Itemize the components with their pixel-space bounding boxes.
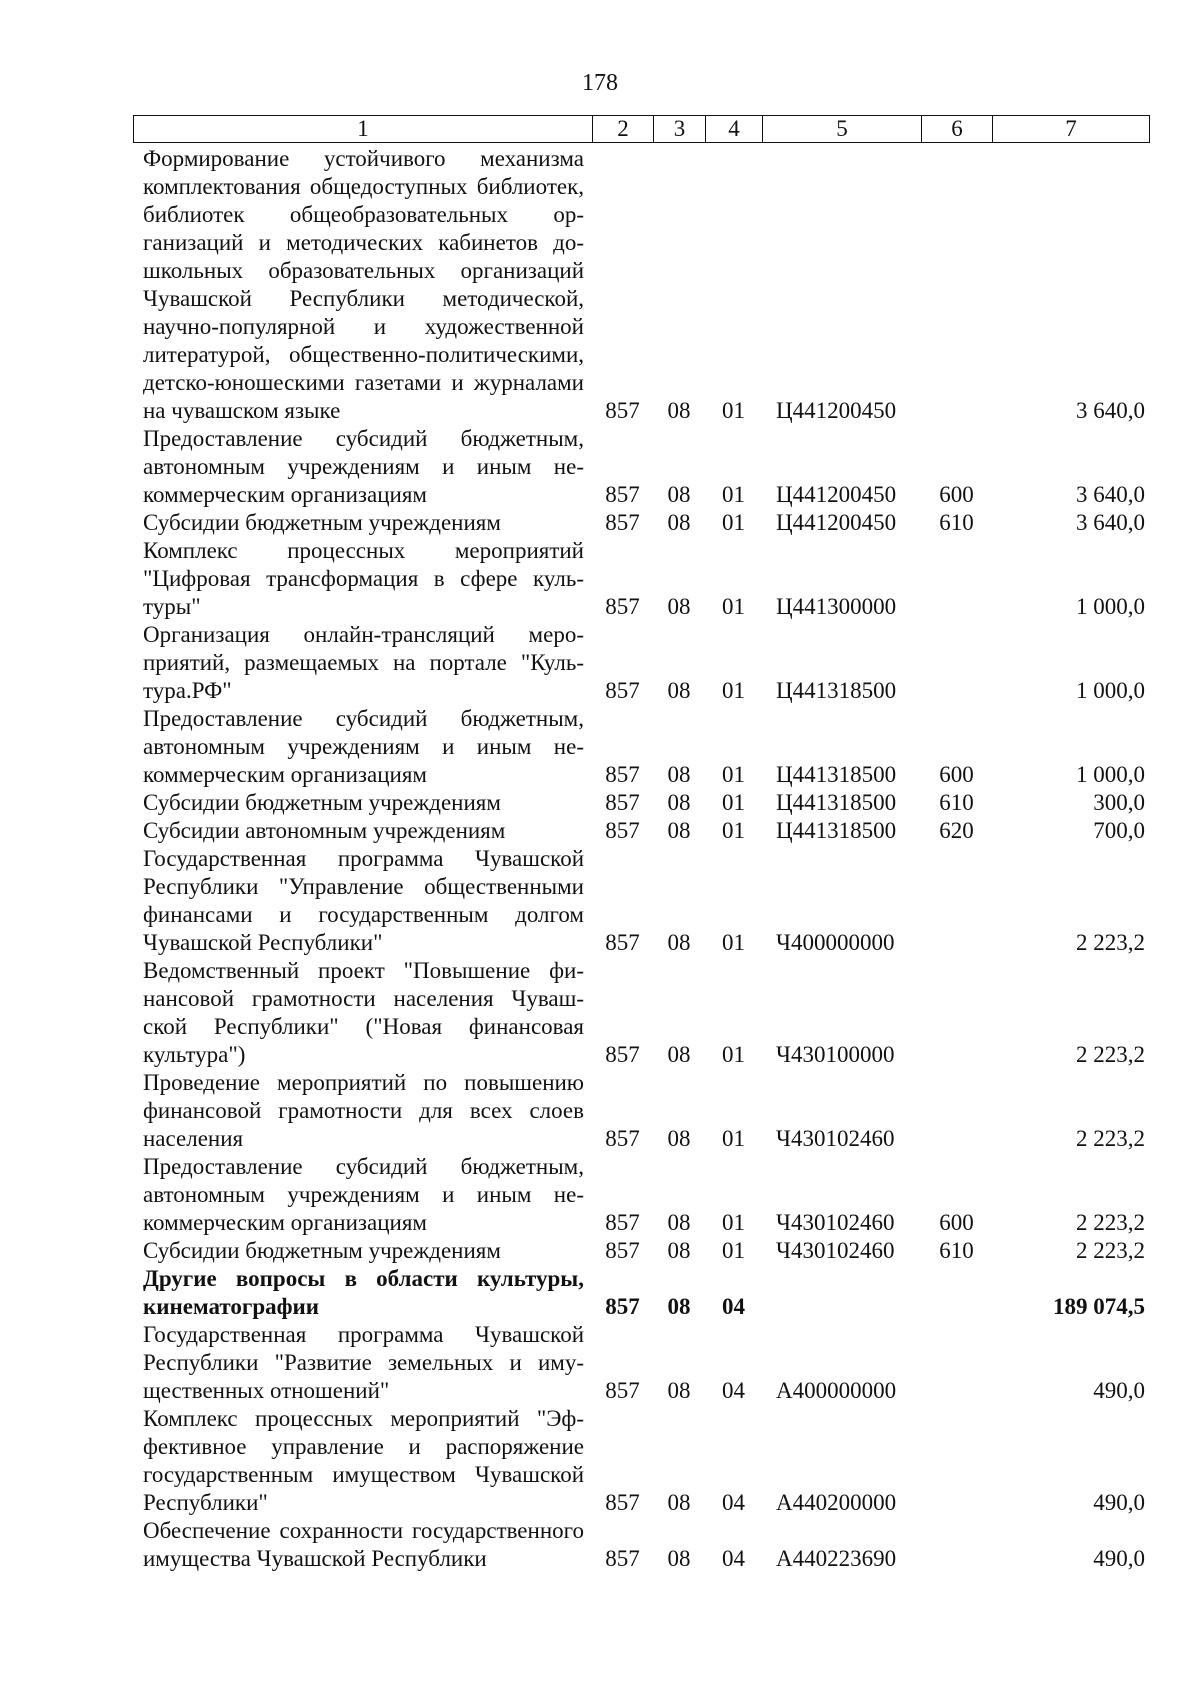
row-subsection-code: 04 — [722, 1378, 745, 1403]
row-subsection-code: 01 — [722, 1210, 745, 1235]
row-name: Предоставление субсидий бюджетным, автономным учреждениям и иным некоммерческим организациям — [143, 426, 584, 507]
row-subsection-code: 01 — [722, 678, 745, 703]
row-expense-type — [921, 957, 992, 1069]
row-name: Государственная программа Чувашской Республики "Развитие земельных и имущественных отношений" — [143, 1322, 584, 1403]
table-row — [133, 1517, 1149, 1573]
row-ministry-code: 857 — [605, 930, 640, 955]
row-expense-type — [921, 621, 992, 705]
row-target-article: Ц441200450 — [776, 510, 897, 535]
row-name: Предоставление субсидий бюджетным, автономным учреждениям и иным некоммерческим организациям — [143, 706, 584, 787]
row-target-article: Ц441318500 — [776, 790, 897, 815]
row-amount: 2 223,2 — [1076, 1238, 1145, 1263]
row-section-code: 08 — [667, 790, 691, 815]
row-target-article: Ч430102460 — [776, 1238, 895, 1263]
row-section-code: 08 — [667, 1490, 691, 1515]
row-ministry-code: 857 — [605, 818, 640, 843]
row-expense-type — [921, 1321, 992, 1405]
row-target-article: Ч430102460 — [776, 1126, 895, 1151]
row-amount: 2 223,2 — [1076, 1042, 1145, 1067]
row-section-code: 08 — [667, 1126, 691, 1151]
table-row — [133, 1237, 1149, 1265]
row-name: Комплекс процессных мероприятий "Цифровая трансформация в сфере культуры" — [143, 538, 584, 619]
row-expense-type — [921, 145, 992, 425]
row-expense-type: 600 — [939, 762, 974, 787]
table-row — [133, 817, 1149, 845]
column-header-2: 2 — [593, 116, 654, 143]
row-name: Другие вопросы в области культуры, кинематографии — [143, 1266, 584, 1319]
row-section-code: 08 — [667, 762, 691, 787]
row-expense-type: 610 — [939, 790, 974, 815]
row-subsection-code: 01 — [722, 594, 745, 619]
row-expense-type: 600 — [939, 482, 974, 507]
row-ministry-code: 857 — [605, 1490, 640, 1515]
row-target-article: Ц441318500 — [776, 678, 897, 703]
row-amount: 3 640,0 — [1076, 398, 1145, 423]
row-amount: 300,0 — [1093, 790, 1145, 815]
row-subsection-code: 01 — [722, 818, 745, 843]
row-amount: 2 223,2 — [1076, 930, 1145, 955]
row-ministry-code: 857 — [605, 594, 640, 619]
row-subsection-code: 04 — [722, 1546, 745, 1571]
table-row — [133, 537, 1149, 621]
row-section-code: 08 — [667, 1294, 691, 1319]
row-subsection-code: 01 — [722, 398, 745, 423]
table-row — [133, 425, 1149, 509]
table-row — [133, 845, 1149, 957]
table-row — [133, 1405, 1149, 1517]
row-subsection-code: 01 — [722, 790, 745, 815]
row-name: Субсидии автономным учреждениям — [143, 818, 506, 843]
table-row — [133, 705, 1149, 789]
table-row — [133, 1321, 1149, 1405]
row-subsection-code: 01 — [722, 510, 745, 535]
row-name: Ведомственный проект "Повышение финансовой грамотности населения Чувашской Республики" ("Новая финансовая культура") — [143, 958, 584, 1067]
row-amount: 490,0 — [1093, 1546, 1145, 1571]
row-section-code: 08 — [667, 1378, 691, 1403]
column-header-4: 4 — [706, 116, 763, 143]
row-ministry-code: 857 — [605, 482, 640, 507]
row-name: Организация онлайн-трансляций мероприятий, размещаемых на портале "Культура.РФ" — [143, 622, 584, 703]
column-header-1: 1 — [134, 116, 593, 143]
row-name: Обеспечение сохранности государственного имущества Чувашской Республики — [143, 1518, 584, 1571]
row-ministry-code: 857 — [605, 1210, 640, 1235]
row-name: Комплекс процессных мероприятий "Эффективное управление и распоряжение государственным имуществом Чувашской Республики" — [143, 1406, 584, 1515]
row-amount: 3 640,0 — [1076, 510, 1145, 535]
row-name: Субсидии бюджетным учреждениям — [143, 510, 501, 535]
row-ministry-code: 857 — [605, 762, 640, 787]
row-target-article: А440223690 — [776, 1546, 897, 1571]
row-ministry-code: 857 — [605, 790, 640, 815]
row-target-article: А440200000 — [776, 1490, 897, 1515]
row-section-code: 08 — [667, 1210, 691, 1235]
row-ministry-code: 857 — [605, 510, 640, 535]
row-target-article: Ц441300000 — [776, 594, 897, 619]
row-expense-type: 610 — [939, 510, 974, 535]
row-section-code: 08 — [667, 1546, 691, 1571]
row-expense-type — [921, 1517, 992, 1573]
row-amount: 2 223,2 — [1076, 1210, 1145, 1235]
table-row — [133, 621, 1149, 705]
row-ministry-code: 857 — [605, 1546, 640, 1571]
row-expense-type: 600 — [939, 1210, 974, 1235]
row-ministry-code: 857 — [605, 1042, 640, 1067]
row-subsection-code: 01 — [722, 762, 745, 787]
row-name: Проведение мероприятий по повышению финансовой грамотности для всех слоев населения — [143, 1070, 584, 1151]
page-number: 178 — [582, 70, 618, 96]
row-expense-type — [921, 1405, 992, 1517]
row-amount: 490,0 — [1093, 1378, 1145, 1403]
row-amount: 700,0 — [1093, 818, 1145, 843]
column-header-5: 5 — [763, 116, 922, 143]
row-target-article: Ч430102460 — [776, 1210, 895, 1235]
row-section-code: 08 — [667, 510, 691, 535]
row-ministry-code: 857 — [605, 1378, 640, 1403]
row-name: Формирование устойчивого механизма комплектования общедоступных библиотек, библиотек общеобразовательных организаций и методических кабинетов дошкольных образовательных организаций Чувашской Республики методической, научно-популярной и художественной литературой, общественно-политическими, детско-юношескими газетами и журналами на чувашском языке — [143, 146, 584, 423]
column-header-3: 3 — [654, 116, 706, 143]
row-name: Государственная программа Чувашской Республики "Управление общественными финансами и государственным долгом Чувашской Республики" — [143, 846, 584, 955]
row-section-code: 08 — [667, 398, 691, 423]
row-name: Предоставление субсидий бюджетным, автономным учреждениям и иным некоммерческим организациям — [143, 1154, 584, 1235]
table-row — [133, 957, 1149, 1069]
row-amount: 2 223,2 — [1076, 1126, 1145, 1151]
column-header-6: 6 — [922, 116, 993, 143]
row-section-code: 08 — [667, 1042, 691, 1067]
row-section-code: 08 — [667, 482, 691, 507]
row-subsection-code: 01 — [722, 482, 745, 507]
table-row — [133, 789, 1149, 817]
row-amount: 189 074,5 — [1053, 1294, 1145, 1319]
budget-table — [133, 145, 1149, 1573]
row-target-article: Ц441318500 — [776, 818, 897, 843]
row-amount: 1 000,0 — [1076, 594, 1145, 619]
row-subsection-code: 01 — [722, 1126, 745, 1151]
row-subsection-code: 04 — [722, 1294, 745, 1319]
column-header-7: 7 — [993, 116, 1150, 143]
row-ministry-code: 857 — [605, 678, 640, 703]
row-name: Субсидии бюджетным учреждениям — [143, 1238, 501, 1263]
row-section-code: 08 — [667, 594, 691, 619]
row-amount: 1 000,0 — [1076, 678, 1145, 703]
row-section-code: 08 — [667, 678, 691, 703]
row-name: Субсидии бюджетным учреждениям — [143, 790, 501, 815]
row-amount: 3 640,0 — [1076, 482, 1145, 507]
row-section-code: 08 — [667, 930, 691, 955]
table-row — [133, 1153, 1149, 1237]
row-amount: 1 000,0 — [1076, 762, 1145, 787]
row-target-article: Ц441318500 — [776, 762, 897, 787]
row-expense-type: 610 — [939, 1238, 974, 1263]
row-subsection-code: 01 — [722, 930, 745, 955]
row-subsection-code: 01 — [722, 1238, 745, 1263]
row-ministry-code: 857 — [605, 398, 640, 423]
table-row — [133, 509, 1149, 537]
row-expense-type — [921, 845, 992, 957]
row-ministry-code: 857 — [605, 1126, 640, 1151]
row-target-article: Ц441200450 — [776, 398, 897, 423]
row-target-article: Ч430100000 — [776, 1042, 895, 1067]
budget-table-body — [133, 145, 1149, 1573]
column-header-row — [134, 116, 1150, 143]
row-section-code: 08 — [667, 1238, 691, 1263]
row-subsection-code: 01 — [722, 1042, 745, 1067]
table-row — [133, 145, 1149, 425]
row-expense-type: 620 — [939, 818, 974, 843]
table-row — [133, 1069, 1149, 1153]
table-row — [133, 1265, 1149, 1321]
row-ministry-code: 857 — [605, 1294, 640, 1319]
row-ministry-code: 857 — [605, 1238, 640, 1263]
row-amount: 490,0 — [1093, 1490, 1145, 1515]
row-subsection-code: 04 — [722, 1490, 745, 1515]
row-target-article: Ц441200450 — [776, 482, 897, 507]
row-expense-type — [921, 1069, 992, 1153]
row-target-article: Ч400000000 — [776, 930, 895, 955]
column-header-table — [133, 115, 1150, 143]
row-target-article — [762, 1265, 921, 1321]
row-expense-type — [921, 1265, 992, 1321]
row-expense-type — [921, 537, 992, 621]
row-section-code: 08 — [667, 818, 691, 843]
row-target-article: А400000000 — [776, 1378, 897, 1403]
